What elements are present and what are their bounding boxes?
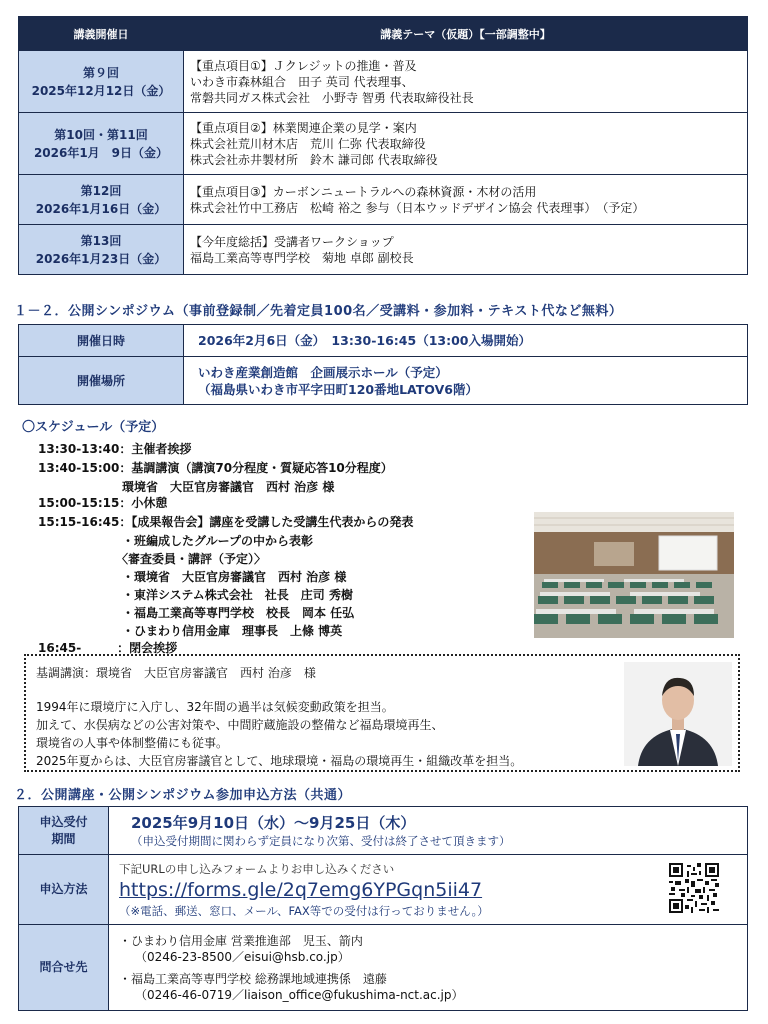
speaker-bio-line: 2025年夏からは、大臣官房審議官として、地球環境・福島の環境再生・組織改革を担当。 xyxy=(36,754,523,768)
contact-detail: （0246-23-8500／eisui@hsb.co.jp） xyxy=(135,949,350,964)
application-table xyxy=(18,806,748,1011)
period-value: 2025年9月10日（水）～9月25日（木） （申込受付期間に関わらず定員になり次第、受付は終了させて頂きます） xyxy=(109,807,748,855)
speaker-bio-line: 1994年に環境庁に入庁し、32年間の過半は気候変動政策を担当。 xyxy=(36,700,394,714)
qr-code-icon[interactable] xyxy=(669,863,719,913)
speaker-title: 基調講演：環境省 大臣官房審議官 西村 治彦 様 xyxy=(36,666,316,680)
speaker-portrait xyxy=(624,662,732,766)
lecture-schedule-table xyxy=(18,16,748,275)
table-row xyxy=(19,51,748,113)
date-label: 開催日時 xyxy=(19,325,184,357)
schedule-line: ・ひまわり信用金庫 理事長 上條 博英 xyxy=(38,624,343,638)
period-label: 申込受付 期間 xyxy=(19,807,109,855)
table-header-row xyxy=(19,17,748,51)
lecture-date: 第10回・第11回 2026年1月 9日（金） xyxy=(19,113,184,175)
method-label: 申込方法 xyxy=(19,855,109,925)
table-row xyxy=(19,357,748,405)
method-value: 下記URLの申し込みフォームよりお申し込みください https://forms.gle/2q7emg6YPGqn5ii47 （※電話、郵送、窓口、メール、FAX等での受付は行っておりません。） xyxy=(109,855,748,925)
contact-value xyxy=(109,925,748,1011)
table-row xyxy=(19,855,748,925)
contact-label: 問合せ先 xyxy=(19,925,109,1011)
table-row xyxy=(19,225,748,275)
lecture-date: 第９回 2025年12月12日（金） xyxy=(19,51,184,113)
col-header-date: 講義開催日 xyxy=(19,17,184,51)
contact-org: ・ひまわり信用金庫 営業推進部 児玉、箭内 xyxy=(119,933,363,948)
conference-hall-photo xyxy=(534,512,734,638)
schedule-line: ・東洋システム株式会社 社長 庄司 秀樹 xyxy=(38,588,353,602)
venue-label: 開催場所 xyxy=(19,357,184,405)
schedule-line: ・環境省 大臣官房審議官 西村 治彦 様 xyxy=(38,570,347,584)
lecture-theme: 【重点項目①】Ｊクレジットの推進・普及 いわき市森林組合 田子 英司 代表理事、 常磐共同ガス株式会社 小野寺 智勇 代表取締役社長 xyxy=(184,51,748,113)
keynote-speaker-box xyxy=(24,654,740,772)
schedule-line: ・福島工業高等専門学校 校長 岡本 任弘 xyxy=(38,606,355,620)
table-row xyxy=(19,925,748,1011)
application-form-link[interactable]: https://forms.gle/2q7emg6YPGqn5ii47 xyxy=(119,878,483,901)
schedule-line: 16:45- ：閉会挨拶 xyxy=(38,641,178,655)
lecture-theme: 【今年度総括】受講者ワークショップ 福島工業高等専門学校 菊地 卓郎 副校長 xyxy=(184,225,748,275)
table-row xyxy=(19,807,748,855)
venue-value: いわき産業創造館 企画展示ホール（予定） （福島県いわき市平字田町120番地LATOV6階） xyxy=(184,357,748,405)
lecture-theme: 【重点項目③】カーボンニュートラルへの森林資源・木材の活用 株式会社竹中工務店 松崎 裕之 参与（日本ウッドデザイン協会 代表理事） （予定） xyxy=(184,175,748,225)
speaker-bio-line: 環境省の人事や体制整備にも従事。 xyxy=(36,736,229,750)
lecture-theme: 【重点項目②】林業関連企業の見学・案内 株式会社荒川材木店 荒川 仁弥 代表取締役 株式会社赤井製材所 鈴木 謙司郎 代表取締役 xyxy=(184,113,748,175)
schedule-line: 環境省 大臣官房審議官 西村 治彦 様 xyxy=(38,480,335,494)
schedule-line: ・班編成したグループの中から表彰 xyxy=(38,534,314,548)
schedule-line: 13:40-15:00：基調講演（講演70分程度・質疑応答10分程度） xyxy=(38,461,393,475)
contact-detail: （0246-46-0719／liaison_office@fukushima-nct.ac.jp） xyxy=(135,987,464,1002)
schedule-line: 15:00-15:15：小休憩 xyxy=(38,496,168,510)
col-header-theme: 講義テーマ（仮題）【一部調整中】 xyxy=(184,17,748,51)
schedule-heading: 〇スケジュール（予定） xyxy=(22,420,165,435)
contact-org: ・福島工業高等専門学校 総務課地域連携係 遠藤 xyxy=(119,971,387,986)
table-row xyxy=(19,175,748,225)
table-row xyxy=(19,325,748,357)
schedule-line: 〈審査委員・講評（予定）〉 xyxy=(38,552,267,566)
schedule-line: 15:15-16:45：【成果報告会】講座を受講した受講生代表からの発表 xyxy=(38,515,414,529)
application-title: ２．公開講座・公開シンポジウム参加申込方法（共通） xyxy=(14,788,352,803)
table-row xyxy=(19,113,748,175)
symposium-title: １－２．公開シンポジウム（事前登録制／先着定員100名／受講料・参加料・テキスト代など無料） xyxy=(14,304,623,319)
symposium-info-table xyxy=(18,324,748,405)
lecture-date: 第13回 2026年1月23日（金） xyxy=(19,225,184,275)
schedule-line: 13:30-13:40：主催者挨拶 xyxy=(38,442,192,456)
date-value: 2026年2月6日（金） 13:30-16:45（13:00入場開始） xyxy=(184,325,748,357)
speaker-bio-line: 加えて、水俣病などの公害対策や、中間貯蔵施設の整備など福島環境再生、 xyxy=(36,718,444,732)
lecture-date: 第12回 2026年1月16日（金） xyxy=(19,175,184,225)
